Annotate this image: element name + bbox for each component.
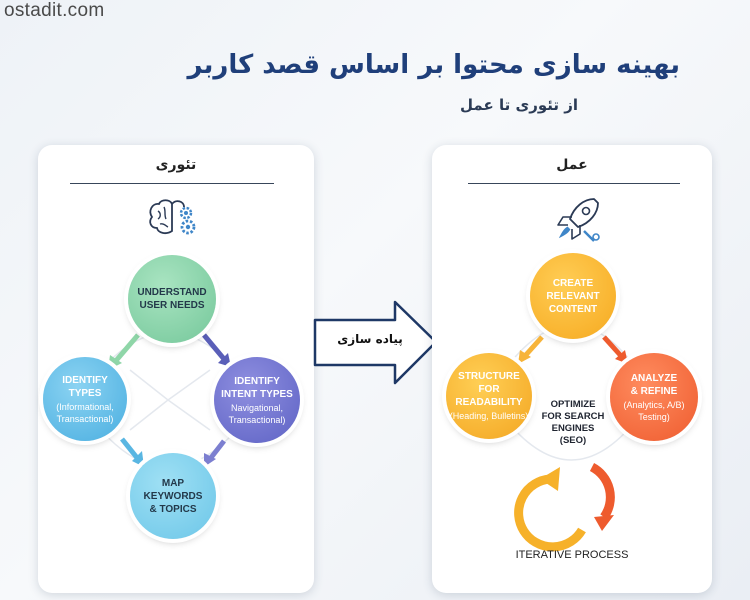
practice-heading: عمل	[556, 157, 588, 173]
arrow-create-to-analyze	[604, 337, 622, 357]
rocket-icon	[554, 195, 602, 243]
node-identify-types-label: IDENTIFY TYPES	[62, 374, 108, 399]
cycle-arrow-yellow	[519, 479, 582, 547]
node-create-label: CREATE RELEVANT CONTENT	[546, 277, 600, 315]
site-watermark: ostadit.com	[4, 0, 105, 21]
node-understand-user-needs	[128, 255, 216, 343]
page-subtitle: از تئوری تا عمل	[460, 96, 578, 114]
node-analyze-detail: (Analytics, A/B) Testing)	[623, 399, 685, 422]
node-identify-intent-types	[214, 357, 300, 443]
node-identify-intent-detail: Navigational, Transactional)	[228, 402, 286, 425]
page-title: بهینه سازی محتوا بر اساس قصد کاربر	[187, 50, 680, 80]
theory-heading: تئوری	[155, 157, 197, 173]
node-identify-types	[43, 357, 127, 441]
node-structure-detail: (Heading, Bulletins)	[449, 411, 529, 421]
node-analyze-label: ANALYZE & REFINE	[630, 372, 678, 397]
iterative-process-label: ITERATIVE PROCESS	[515, 549, 629, 561]
cycle-arrow-red	[592, 467, 610, 517]
arrow-understand-to-types	[114, 335, 138, 363]
seo-center-label: OPTIMIZE FOR SEARCH ENGINES (SEO)	[541, 399, 605, 446]
implementation-arrow-label: پیاده سازی	[337, 332, 403, 346]
practice-panel	[432, 145, 712, 593]
node-create-content	[530, 253, 616, 339]
theory-panel	[38, 145, 314, 593]
node-understand-label: UNDERSTAND USER NEEDS	[137, 287, 207, 311]
node-map-label: MAP KEYWORDS & TOPICS	[143, 477, 203, 515]
node-identify-intent-label: IDENTIFY INTENT TYPES	[221, 375, 293, 400]
node-analyze-refine	[610, 353, 698, 441]
node-structure-label: STRUCTURE FOR READABILITY	[455, 371, 523, 408]
node-identify-types-detail: (Informational, Transactional)	[56, 401, 114, 424]
arrow-intent-to-map	[210, 441, 224, 459]
node-map-keywords	[130, 453, 216, 539]
node-structure-readability	[446, 353, 532, 439]
brain-gears-icon	[146, 197, 198, 237]
arrow-understand-to-intent	[204, 335, 224, 359]
